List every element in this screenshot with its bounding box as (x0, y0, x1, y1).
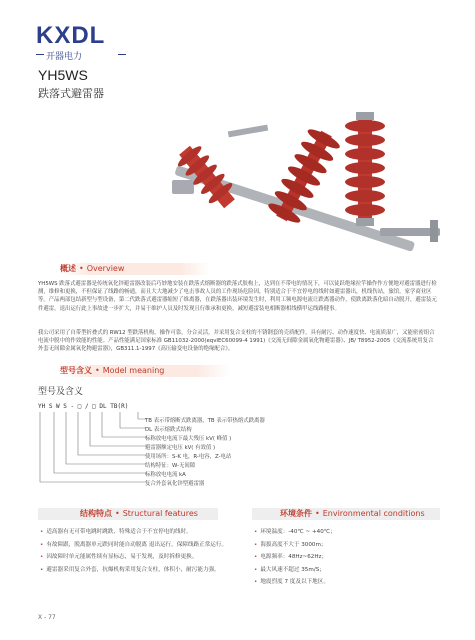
environment-label-cn: 环境条件 (280, 509, 312, 518)
list-item: • 环境温度：-40℃ ~ +40℃； (254, 529, 336, 535)
model-line-4: 避雷器额定电压 kV( 有效值 ) (145, 445, 216, 451)
features-label-en: Structural features (122, 509, 198, 518)
features-heading: 结构特点 • Structural features (38, 508, 218, 520)
environment-heading: 环境条件 • Environmental conditions (252, 508, 440, 520)
features-list (40, 527, 227, 577)
model-code: YH S W S - □ / □ DL TB(R) (38, 403, 129, 410)
overview-paragraph-1: YH5WS 跌落式避雷器是传统氧化锌避雷器改装后巧妙地安装在跌落式熔断器的跌落式肢构上，达到在不带电的情况下，可以徒跃绝缘拉竿操作作方便地对避雷器进行检测，维修和更换，不但保证了线路的畅通，而且大大地减少了电击事故人员的工作现场危险因，特别适合于不宜停电的线时如避雷器出，机线伤站，旅馆，家学商业区等。产品两部包结新型与型设备，第二代跌落式避雷器缩短了维离器，在跌落器出装环境发生时，利用工频电源电流让跌离器动作，使跌离跌落化暗自动脱开，避雷装元件避雷，退出运行此上事故进一步扩大，并易于维护人员及时发现且行维承和更换，减短避雷装电相断器相线横甲运线路健事。 (38, 281, 437, 312)
overview-paragraph-2: 我公司采用了自带型折叠式的 RW12 型跌落机构，操作可靠，分合灵活，并采用复合支柱的不锈钢套的壳质配件，具有耐污、动作速度快、电流质湿广，又能密密组合电流中脱中的作效能的性能。产品性能满足国家标准 GB11032-2000(eqvIEC60099-4 1991)《交流无间隙金属氧化物避雷器》、JB/ T8952-2005《交流系统用复合外套无间隙金属氧化物避雷器》，GB311.1-1997《高压输变电设备的绝缘配合》。 (38, 330, 435, 353)
list-item: • 因故障时单元能属性续有显标志，易于发现，及时拆修更换。 (40, 554, 198, 561)
model-line-2: DL 表示熔跌式结构 (145, 427, 192, 433)
model-label-en: Model meaning (102, 366, 165, 375)
logo-subtitle: 开器电力 (46, 49, 116, 62)
page-number: X - 77 (38, 614, 56, 621)
list-item: • 地震烈度 7 度及以下地区。 (254, 579, 329, 586)
list-item: • 有故障跟，脱离器单元跌同时能自动脱离 退出运行，保障线路正常运行。 (40, 541, 228, 548)
model-line-8: 复合外套氧化锌型避雷器 (145, 481, 205, 487)
model-tree-lines (38, 410, 158, 486)
product-name-title: 跌落式避雷器 (38, 87, 104, 100)
features-label-cn: 结构特点 (80, 509, 112, 518)
model-subheading: 型号及含义 (38, 387, 84, 397)
logo-wordmark: KXDL (36, 22, 106, 49)
model-heading: 型号含义 • Model meaning (60, 365, 230, 377)
model-line-1: TB 表示带熔断式跌离器，TB 表示带热熔式跌离器 (145, 418, 265, 424)
insulator-main (345, 112, 385, 226)
overview-label-en: Overview (86, 264, 125, 273)
model-line-6: 结构特征：W-无间隙 (145, 463, 196, 469)
environment-list (254, 527, 336, 590)
model-line-5: 使用场所：S-K 电，R-电容，Z-电站 (145, 454, 232, 460)
company-logo (36, 24, 116, 62)
product-image (130, 110, 450, 260)
overview-heading: 概述 • Overview (60, 263, 210, 275)
environment-label-en: Environmental conditions (322, 509, 425, 518)
product-model-title: YH5WS (38, 67, 88, 83)
overview-label-cn: 概述 (60, 264, 76, 273)
model-line-7: 标称放电电流 kA (145, 472, 186, 478)
model-line-3: 标称放电电流下最大残压 kV( 峰值 ) (145, 436, 232, 442)
list-item: • 电源频率：48Hz~62Hz； (254, 554, 328, 561)
list-item: • 海拔高度不大于 3000m； (254, 541, 327, 548)
list-item: • 避雷器采用复合外套，抗爆机构采用复合支柱，体积小，耐污能力强。 (40, 566, 220, 573)
list-item: • 最大风速不超过 35m/S； (254, 566, 325, 573)
model-label-cn: 型号含义 (60, 366, 92, 375)
list-item: • 适高器有无可带电跳时跳跌、特殊适合于不宜停电的线时。 (40, 529, 192, 535)
